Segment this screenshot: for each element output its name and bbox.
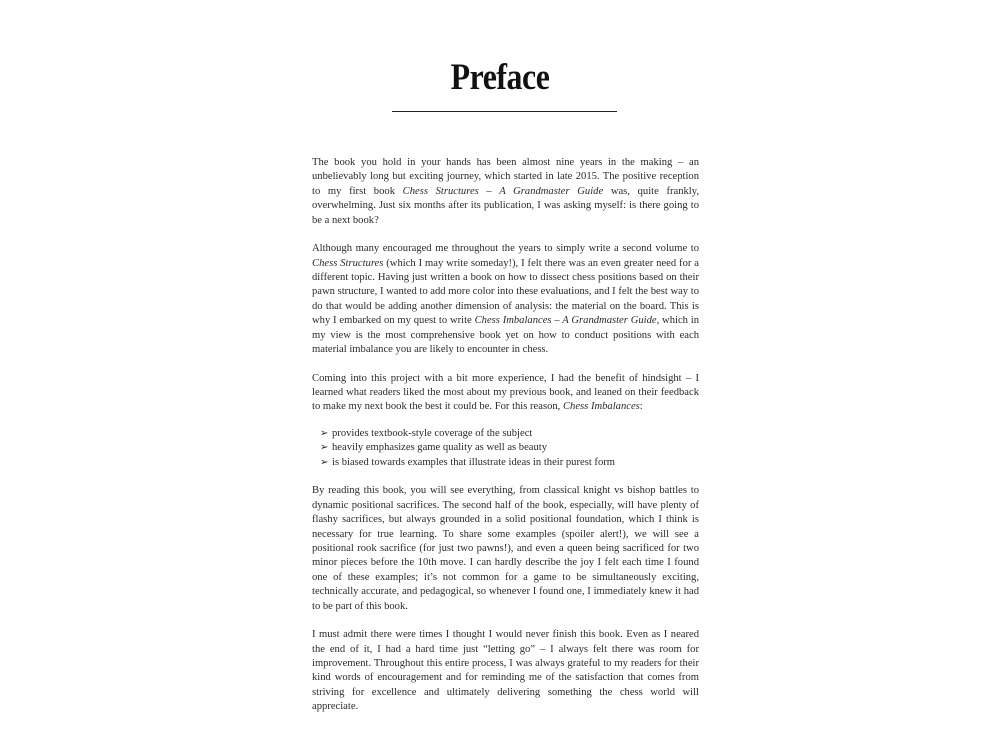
book-title-italic: Chess Structures <box>312 257 384 269</box>
list-item <box>320 427 699 441</box>
book-title-italic: Chess Structures – A Grandmaster Guide <box>402 185 604 197</box>
paragraph-5: I must admit there were times I thought I would never finish this book. Even as I neared the end of it, I had a hard time just “letting go” – I always felt there was room for improvement. Throughout this entire process, I was always grateful to my readers for their kind words of encouragement and for reminding me of the satisfaction that comes from striving for excellence and ultimately delivering something the chess world will appreciate. <box>312 629 699 713</box>
paragraph-3 <box>312 372 699 415</box>
list-item-text: is biased towards examples that illustrate ideas in their purest form <box>332 456 616 468</box>
book-title-italic: Chess Imbalances <box>562 401 640 413</box>
text-run: The book you hold in your hands has been almost nine years in the making – an unbelievably long but exciting journey, which started in late 2015. The positive reception to my first book <box>312 157 699 197</box>
list-item-text: provides textbook-style coverage of the subject <box>332 427 533 439</box>
text-run: was, quite frankly, overwhelming. Just six months after its publication, I was asking myself: is there going to be a next book? <box>312 185 699 226</box>
paragraph-1 <box>312 156 699 228</box>
list-item <box>320 441 699 455</box>
list-item <box>320 456 699 470</box>
arrow-bullet-icon: ➢ <box>320 442 329 454</box>
text-run: , which in my view is the most comprehensive book yet on how to conduct positions with each material imbalance you are likely to encounter in chess. <box>312 315 700 356</box>
page-title: Preface <box>450 57 550 98</box>
book-title-italic: Chess Imbalances – A Grandmaster Guide <box>474 315 657 327</box>
list-item-text: heavily emphasizes game quality as well as beauty <box>332 442 548 454</box>
text-run: : <box>639 401 643 413</box>
preface-body <box>312 156 699 729</box>
arrow-bullet-icon: ➢ <box>320 427 329 439</box>
text-run: (which I may write someday!), I felt there was an even greater need for a different topic. Having just written a book on how to dissect chess positions based on their pawn structure, I wanted to add more color into these evaluations, and I felt the best way to do that would be adding another dimension of analysis: the material on the board. This is why I embarked on my quest to write <box>312 257 699 327</box>
paragraph-4: By reading this book, you will see everything, from classical knight vs bishop battles to dynamic positional sacrifices. The second half of the book, especially, will have plenty of flashy sacrifices, but always grounded in a solid positional foundation, which I think is necessary for true learning. To share some examples (spoiler alert!), we will see a positional rook sacrifice (for just two pawns!), and even a queen being sacrificed for two minor pieces before the 10th move. I can hardly describe the joy I felt each time I found one of these examples; it’s not common for a game to be simultaneously exciting, technically accurate, and pedagogical, so whenever I found one, I immediately knew it had to be part of this book. <box>312 485 699 612</box>
text-run: Although many encouraged me throughout the years to simply write a second volume to <box>312 243 699 255</box>
arrow-bullet-icon: ➢ <box>320 456 329 468</box>
paragraph-2 <box>312 242 699 357</box>
text-run: Coming into this project with a bit more experience, I had the benefit of hindsight – I learned what readers liked the most about my previous book, and leaned on their feedback to make my next book the best it could be. For this reason, <box>312 372 699 413</box>
title-divider <box>392 111 617 112</box>
feature-list <box>312 427 699 470</box>
